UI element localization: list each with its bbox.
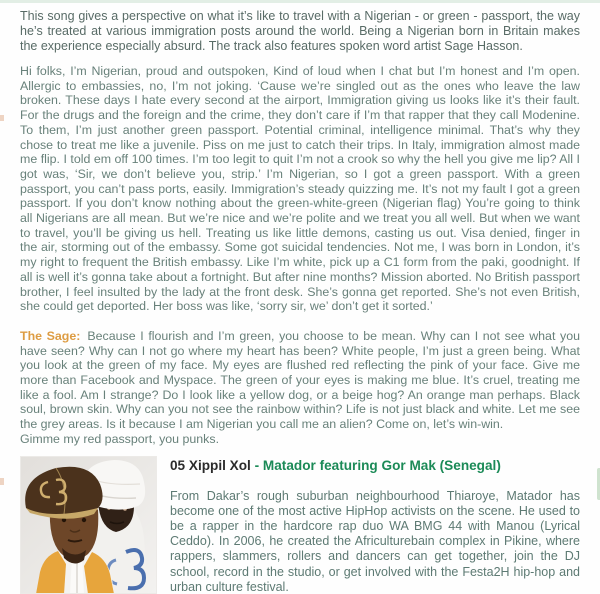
page-edge-artifact (0, 478, 4, 485)
track-number-title: 05 Xippil Xol (170, 457, 251, 473)
lyrics-paragraph: Hi folks, I’m Nigerian, proud and outspoken, Kind of loud when I chat but I’m honest and I’m open. Allergic to embassies, no, I’m not joking. ‘Cause we’re singled out as the ones who leave the law broken. These days I hate every second at the airport, Immigration giving us looks like it’s their fault. For the drugs and the foreign and the crime, they don’t care if I’m that rapper that they call Modenine. To them, I’m just another green passport. Potential criminal, intelligence minimal. That’s why they chose to treat me like a juvenile. Piss on me just to catch their trips. In Italy, immigration almost made me flip. I told em off 100 times. I’m too legit to quit I’m not a crook so why the hell you give me lip? All I got was, ‘Sir, we don’t believe you, strip.’ I’m Nigerian, so I got a green passport. With a green passport, you can’t pass ports, easily. Immigration’s steady quizzing me. It’s not my fault I got a green passport. If you don’t know nothing about the green-white-green (Nigerian flag) You’re going to think all Nigerians are all mean. But we’re nice and we’re polite and we treat you all well. But when we want to travel, you’ll be giving us hell. Treating us like little demons, casting us out. Visa denied, finger in the air, storming out of the embassy. Some got suicidal tendencies. Not me, I was born in London, it’s my right to frequent the British embassy. Like I’m white, pick up a C1 form from the paki, goodnight. If all is well it’s gonna take about a fortnight. But after nine months? Mission aborted. No British passport brother, I feel insulted by the lady at the front desk. She’s gonna get reported. She’s not even British, she could get deported. Her boss was like, ‘sorry sir, we’ don’t get it sorted.’ (20, 64, 580, 314)
artist-bio: From Dakar’s rough suburban neighbourhood Thiaroye, Matador has become one of the most active HipHop activists on the scene. He used to be a rapper in the hardcore rap duo WA BMG 44 with Manou (Lyrical Ceddo). In 2006, he created the Africulturebain complex in Pikine, where rappers, slammers, rollers and dancers can get together, join the DJ school, record in the studio, or get involved with the Festa2H hip-hop and urban culture festival. (170, 488, 580, 594)
track-title (170, 458, 580, 474)
artist-photo (20, 456, 157, 594)
track-subtitle: Matador featuring Gor Mak (Senegal) (262, 457, 501, 473)
sage-last-line: Gimme my red passport, you punks. (20, 431, 220, 446)
track-section (0, 456, 600, 594)
top-divider (0, 0, 600, 3)
intro-paragraph: This song gives a perspective on what it’s like to travel with a Nigerian - or green - passport, the way he’s treated at various immigration posts around the world. Being a Nigerian born in Britain makes the experience especially absurd. The track also features spoken word artist Sage Hasson. (20, 9, 580, 53)
track-title-separator: - (254, 457, 260, 473)
sage-label: The Sage: (20, 328, 81, 343)
sage-paragraph (20, 329, 580, 447)
sage-text: Because I flourish and I’m green, you choose to be mean. Why can I not see what you have seen? Why can I not go where my heart has been? White people, I’m just a green being. What you look at the green of my face. My eyes are flushed red reflecting the pink of your face. Give me more than Facebook and Myspace. The green of your eyes is making me blue. It’s cruel, treating me like a fool. Am I strange? Do I look like a yellow dog, or a beige hog? An orange man perhaps. Black soul, brown skin. Why can you not see the rainbow within? Life is not just black and white. Let me see the grey areas. Is it because I am Nigerian you call me an alien? Come on, let’s win-win. (20, 328, 580, 432)
page-edge-artifact (0, 115, 4, 121)
track-info (170, 456, 580, 594)
